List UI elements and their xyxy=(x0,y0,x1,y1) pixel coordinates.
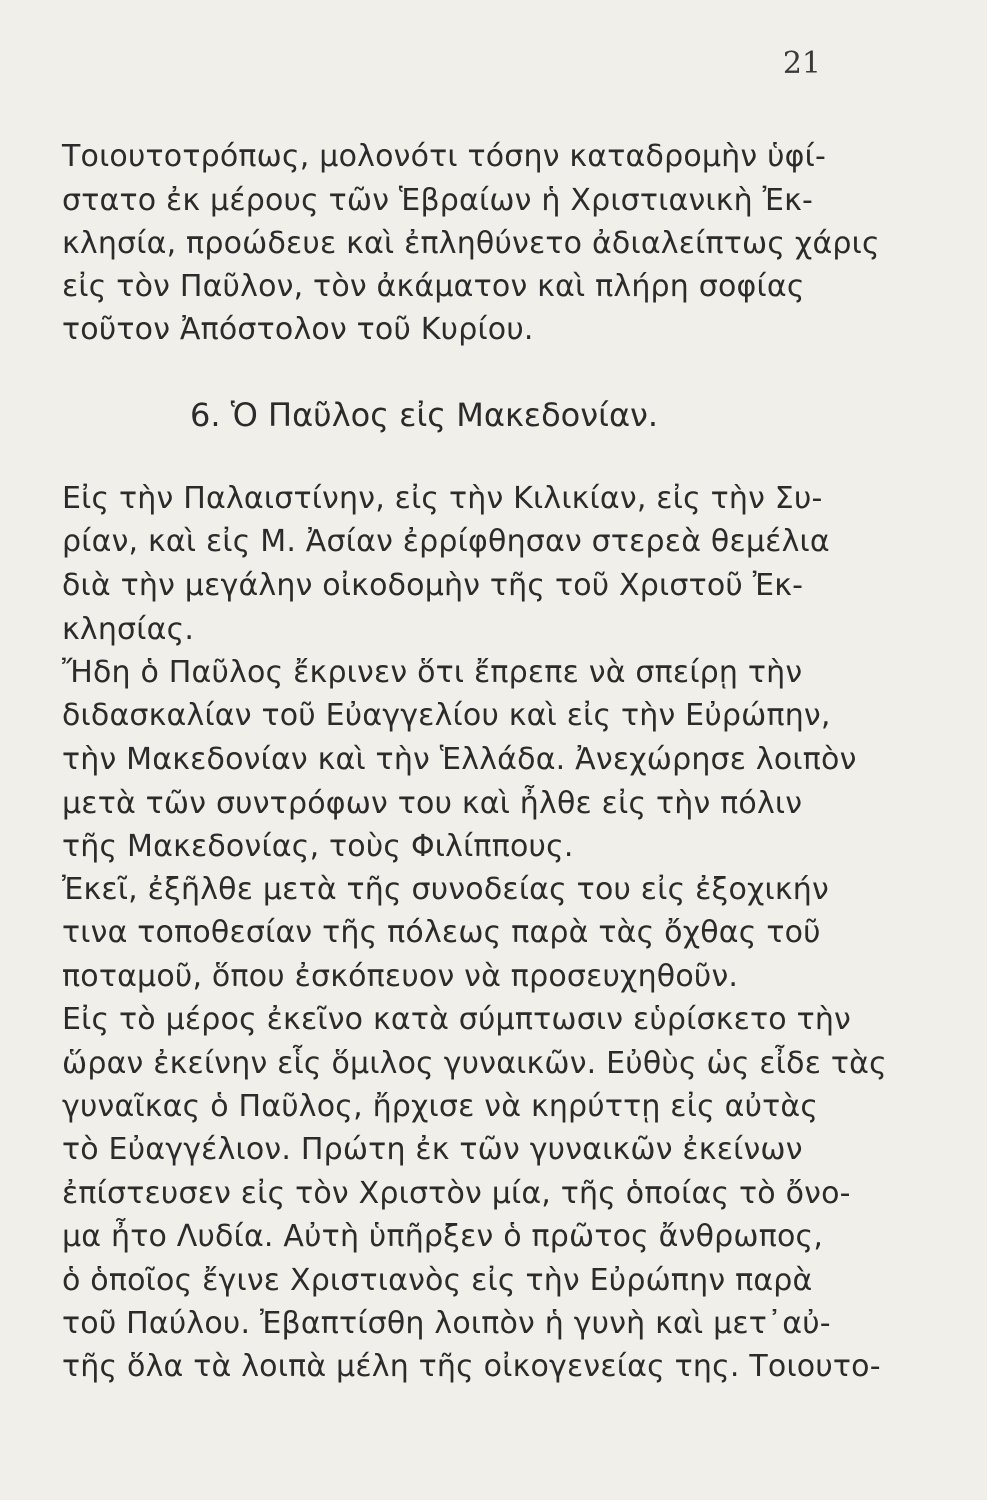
text-line: μετὰ τῶν συντρόφων του καὶ ἦλθε εἰς τὴν πόλιν xyxy=(62,786,803,821)
text-line: εἰς τὸν Παῦλον, τὸν ἀκάματον καὶ πλήρη σοφίας xyxy=(62,269,805,304)
text-line: Τοιουτοτρόπως, μολονότι τόσην καταδρομὴν ὑφί- xyxy=(62,139,826,174)
text-line: Εἰς τὴν Παλαιστίνην, εἰς τὴν Κιλικίαν, εἰς τὴν Συ- xyxy=(62,481,823,516)
text-line: διδασκαλίαν τοῦ Εὐαγγελίου καὶ εἰς τὴν Εὐρώπην, xyxy=(62,698,831,733)
text-line: ὁ ὁποῖος ἔγινε Χριστιανὸς εἰς τὴν Εὐρώπην παρὰ xyxy=(62,1263,813,1298)
text-line: στατο ἐκ μέρους τῶν Ἑβραίων ἡ Χριστιανικὴ Ἐκ- xyxy=(62,183,814,218)
text-line: ρίαν, καὶ εἰς Μ. Ἀσίαν ἐρρίφθησαν στερεὰ θεμέλια xyxy=(62,524,830,559)
text-line: τὴν Μακεδονίαν καὶ τὴν Ἑλλάδα. Ἀνεχώρησε λοιπὸν xyxy=(62,742,857,777)
text-line: τινα τοποθεσίαν τῆς πόλεως παρὰ τὰς ὄχθας τοῦ xyxy=(62,915,821,950)
text-line: Ἤδη ὁ Παῦλος ἔκρινεν ὅτι ἔπρεπε νὰ σπείρῃ τὴν xyxy=(62,655,803,690)
text-line: διὰ τὴν μεγάλην οἰκοδομὴν τῆς τοῦ Χριστοῦ Ἐκ- xyxy=(62,568,804,603)
text-line: τοῦτον Ἀπόστολον τοῦ Κυρίου. xyxy=(62,312,534,347)
text-line: τῆς Μακεδονίας, τοὺς Φιλίππους. xyxy=(62,829,574,864)
text-line: κλησία, προώδευε καὶ ἐπληθύνετο ἀδιαλείπτως χάρις xyxy=(62,226,880,261)
page-number: 21 xyxy=(782,46,821,81)
text-line: Εἰς τὸ μέρος ἐκεῖνο κατὰ σύμπτωσιν εὑρίσκετο τὴν xyxy=(62,1002,852,1037)
text-line: τῆς ὅλα τὰ λοιπὰ μέλη τῆς οἰκογενείας της. Τοιουτο- xyxy=(62,1349,881,1384)
text-line: μα ἦτο Λυδία. Αὐτὴ ὑπῆρξεν ὁ πρῶτος ἄνθρωπος, xyxy=(62,1219,824,1254)
text-line: ἐπίστευσεν εἰς τὸν Χριστὸν μία, τῆς ὁποίας τὸ ὄνο- xyxy=(62,1176,851,1211)
text-line: κλησίας. xyxy=(62,612,195,647)
text-line: Ἐκεῖ, ἐξῆλθε μετὰ τῆς συνοδείας του εἰς ἐξοχικήν xyxy=(62,872,829,907)
text-line: ποταμοῦ, ὅπου ἐσκόπευον νὰ προσευχηθοῦν. xyxy=(62,959,739,994)
text-line: τὸ Εὐαγγέλιον. Πρώτη ἐκ τῶν γυναικῶν ἐκείνων xyxy=(62,1132,803,1167)
text-line: τοῦ Παύλου. Ἐβαπτίσθη λοιπὸν ἡ γυνὴ καὶ μετ᾽αὐ- xyxy=(62,1306,831,1341)
section-heading: 6. Ὁ Παῦλος εἰς Μακεδονίαν. xyxy=(190,396,659,434)
text-line: γυναῖκας ὁ Παῦλος, ἤρχισε νὰ κηρύττῃ εἰς αὐτὰς xyxy=(62,1089,819,1124)
text-line: ὥραν ἐκείνην εἷς ὅμιλος γυναικῶν. Εὐθὺς ὡς εἶδε τὰς xyxy=(62,1046,887,1081)
